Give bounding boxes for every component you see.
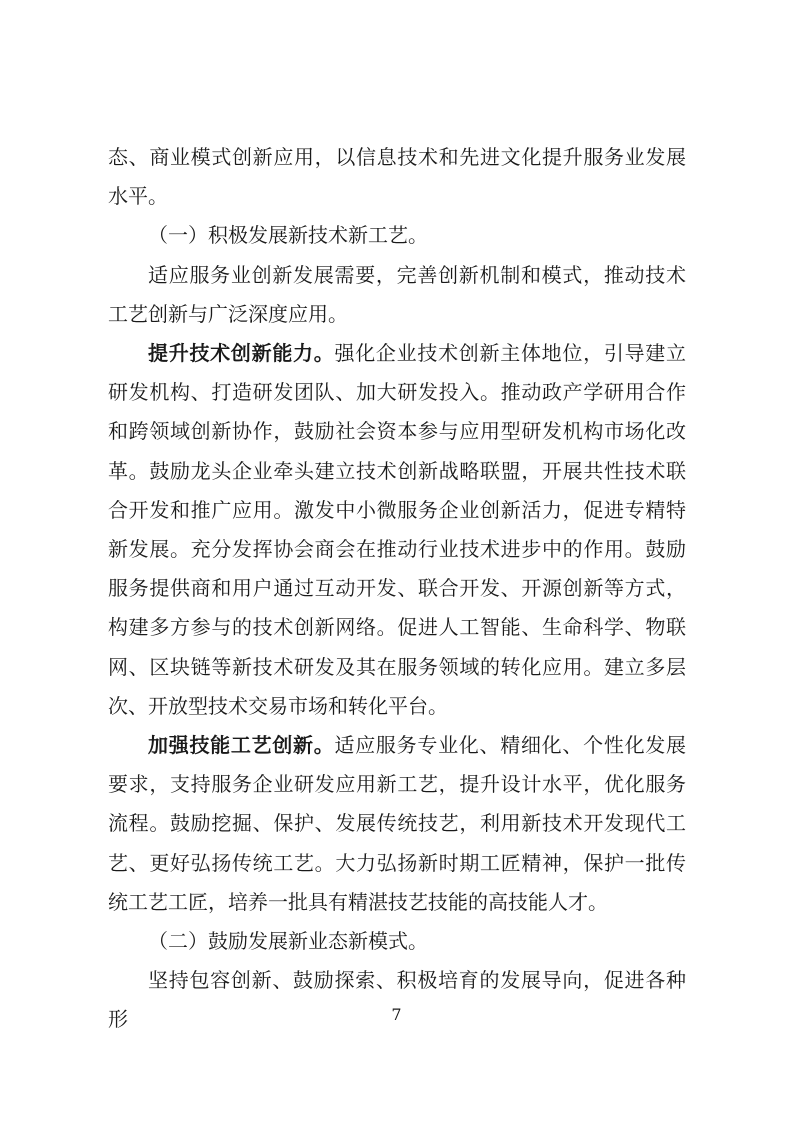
paragraph-tech-innovation (108, 334, 686, 726)
section-heading-2: （二）鼓励发展新业态新模式。 (148, 929, 428, 954)
page-number: 7 (391, 1005, 402, 1024)
paragraph-body: 强化企业技术创新主体地位，引导建立研发机构、打造研发团队、加大研发投入。推动政产学研用合作和跨领域创新协作，鼓励社会资本参与应用型研发机构市场化改革。鼓励龙头企业牵头建立技术创新战略联盟，开展共性技术联合开发和推广应用。激发中小微服务企业创新活力，促进专精特新发展。充分发挥协会商会在推动行业技术进步中的作用。鼓励服务提供商和用户通过互动开发、联合开发、开源创新等方式，构建多方参与的技术创新网络。促进人工智能、生命科学、物联网、区块链等新技术研发及其在服务领域的转化应用。建立多层次、开放型技术交易市场和转化平台。 (108, 341, 687, 718)
paragraph-continued: 态、商业模式创新应用，以信息技术和先进文化提升服务业发展水平。 (108, 145, 686, 209)
paragraph-lead-title: 提升技术创新能力。 (148, 341, 335, 366)
paragraph-lead-title: 加强技能工艺创新。 (148, 733, 335, 758)
paragraph-new-models: 坚持包容创新、鼓励探索、积极培育的发展导向，促进各种形 (108, 968, 686, 1032)
section-heading-1: （一）积极发展新技术新工艺。 (148, 223, 428, 248)
body-text (108, 138, 686, 1040)
paragraph-intro: 适应服务业创新发展需要，完善创新机制和模式，推动技术工艺创新与广泛深度应用。 (108, 262, 686, 326)
paragraph-body: 适应服务专业化、精细化、个性化发展要求，支持服务企业研发应用新工艺，提升设计水平，优化服务流程。鼓励挖掘、保护、发展传统技艺，利用新技术开发现代工艺、更好弘扬传统工艺。大力弘扬新时期工匠精神，保护一批传统工艺工匠，培养一批具有精湛技艺技能的高技能人才。 (108, 733, 687, 914)
paragraph-craft-innovation (108, 726, 686, 922)
